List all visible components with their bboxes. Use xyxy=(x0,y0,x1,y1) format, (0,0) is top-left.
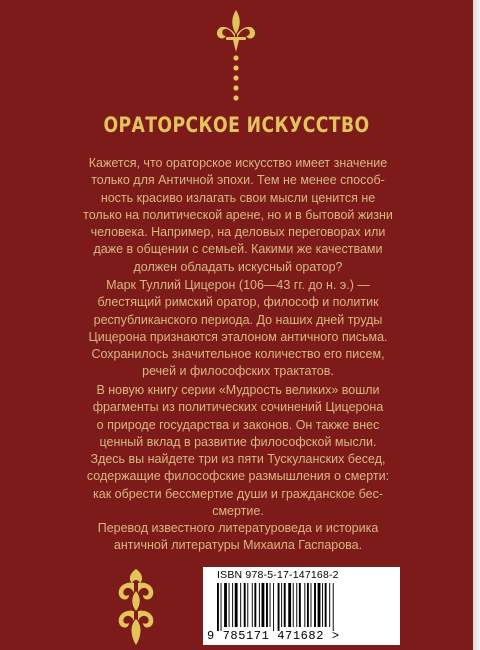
paragraph-intro xyxy=(78,155,398,276)
text-line: Здесь вы найдете три из пяти Тускуланских бесед, xyxy=(90,452,386,467)
text-line: должен обладать искусный оратор? xyxy=(133,259,343,274)
text-line: о природе государства и законов. Он также внес xyxy=(96,417,380,432)
text-line: Кажется, что ораторское искусство имеет значение xyxy=(88,156,388,170)
paragraph-author xyxy=(78,277,398,381)
text-line: В новую книгу серии «Мудрость великих» вошли xyxy=(96,383,380,397)
text-line: ность красиво излагать свои мысли ценится не xyxy=(100,190,376,205)
text-line: речей и философских трактатов. xyxy=(142,364,334,379)
text-line: только для Античной эпохи. Тем не менее способ- xyxy=(91,173,385,188)
text-line: Перевод известного литературоведа и историка xyxy=(97,521,379,535)
text-line: Марк Туллий Цицерон (106—43 гг. до н. э.) — xyxy=(106,278,370,292)
barcode-digits: 9 785171 471682 > xyxy=(207,629,340,643)
text-line: как обрести бессмертие души и гражданское бес- xyxy=(93,486,383,501)
text-line: античной литературы Михаила Гаспарова. xyxy=(113,538,363,553)
paragraph-translator xyxy=(78,520,398,555)
text-line: содержащие философские размышления о смерти: xyxy=(86,469,390,484)
text-line: Цицерона признаются эталоном античного письма. xyxy=(88,329,388,344)
text-line: только на политической арене, но и в бытовой жизни xyxy=(83,207,393,222)
text-line: человека. Например, на деловых переговорах или xyxy=(90,225,386,240)
text-line: смертие. xyxy=(212,504,264,519)
page-edge xyxy=(473,0,480,650)
text-line: фрагменты из политических сочинений Цицерона xyxy=(92,400,384,415)
text-line: блестящий римский оратор, философ и политик xyxy=(97,295,379,310)
text-line: республиканского периода. До наших дней труды xyxy=(93,312,383,327)
text-line: Сохранилось значительное количество его писем, xyxy=(91,347,385,362)
barcode-bars xyxy=(215,583,375,631)
isbn-label: ISBN 978-5-17-147168-2 xyxy=(217,569,339,581)
text-line: ценный вклад в развитие философской мысли. xyxy=(99,434,377,449)
paragraph-contents xyxy=(78,382,398,520)
scroll-ornament-icon xyxy=(113,565,159,649)
text-line: даже в общении с семьей. Какими же качествами xyxy=(93,242,383,257)
barcode xyxy=(203,567,400,645)
book-title: ОРАТОРСКОЕ ИСКУССТВО xyxy=(103,113,370,137)
fleur-de-lis-icon xyxy=(213,8,259,108)
